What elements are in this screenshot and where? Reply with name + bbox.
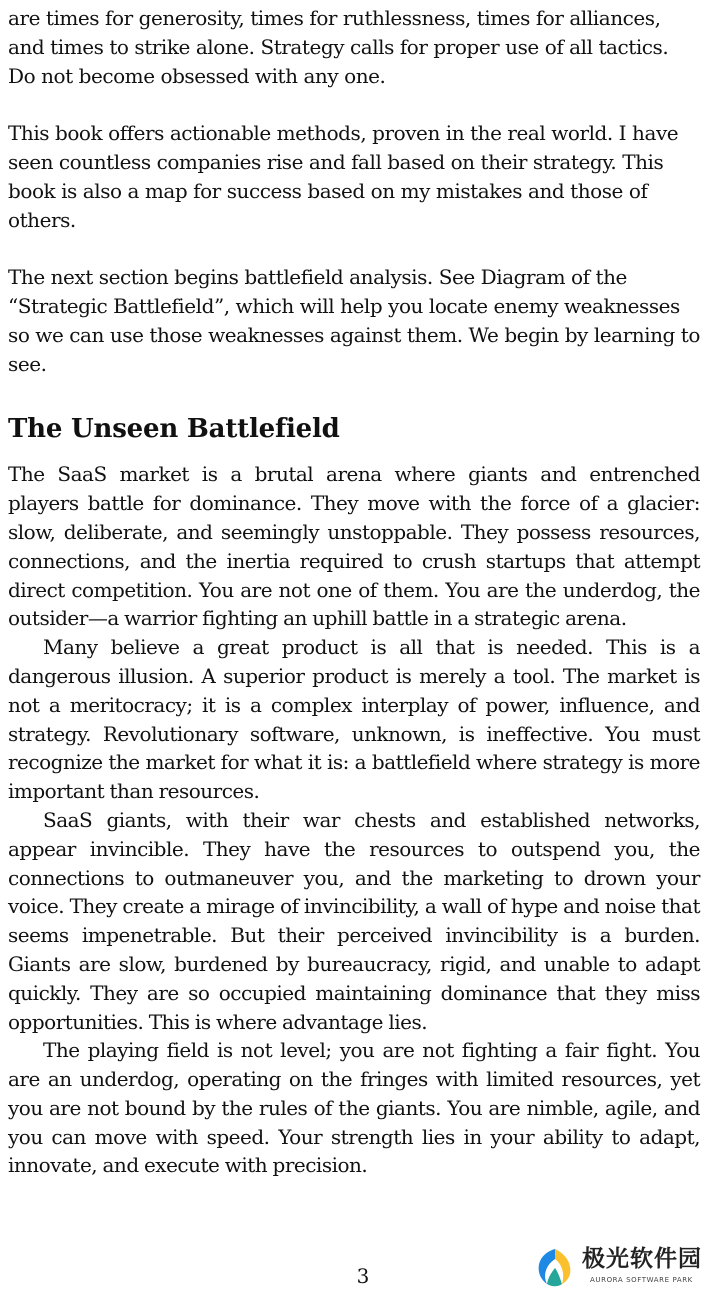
intro-paragraph: The next section begins battlefield analysis. See Diagram of the “Strategic Battlefield”, which will help you locate enemy weaknesses so we can use those weaknesses against them. We begin by learning to see. — [8, 265, 700, 376]
intro-paragraph: are times for generosity, times for ruthlessness, times for alliances, and times to strike alone. Strategy calls for proper use of all tactics. Do not become obsessed with any one. — [8, 6, 669, 88]
section-heading: The Unseen Battlefield — [8, 414, 340, 445]
document-page — [8, 0, 700, 1180]
body-paragraph: The SaaS market is a brutal arena where giants and entrenched players battle for dominance. They move with the force of a glacier: slow, deliberate, and seemingly unstoppable. They possess resources, connections, and the inertia required to crush startups that attempt direct competition. You are not one of them. You are the underdog, the outsider—a warrior fighting an uphill battle in a strategic arena. — [8, 462, 700, 631]
page-number: 3 — [356, 1264, 370, 1288]
body-paragraph: SaaS giants, with their war chests and established networks, appear invincible. They have the resources to outspend you, the connections to outmaneuver you, and the marketing to drown your voice. They create a mirage of invincibility, a wall of hype and noise that seems impenetrable. But their perceived invincibility is a burden. Giants are slow, burdened by bureaucracy, rigid, and unable to adapt quickly. They are so occupied maintaining dominance that they miss opportunities. This is where advantage lies. — [8, 807, 700, 1034]
body-paragraph: The playing field is not level; you are not fighting a fair fight. You are an underdog, operating on the fringes with limited resources, yet you are not bound by the rules of the giants. You are nimble, agile, and you can move with speed. Your strength lies in your ability to adapt, innovate, and execute with precision. — [8, 1038, 700, 1178]
body-paragraph: Many believe a great product is all that is needed. This is a dangerous illusion. A superior product is merely a tool. The market is not a meritocracy; it is a complex interplay of power, influence, and strategy. Revolutionary software, unknown, is ineffective. You must recognize the market for what it is: a battlefield where strategy is more important than resources. — [8, 635, 700, 804]
watermark-name-en: AURORA SOFTWARE PARK — [590, 1276, 693, 1284]
aurora-logo-icon — [534, 1246, 576, 1288]
intro-text-block — [8, 0, 700, 378]
watermark — [532, 1244, 718, 1290]
watermark-name-cn: 极光软件园 — [582, 1246, 702, 1272]
intro-paragraph: This book offers actionable methods, proven in the real world. I have seen countless companies rise and fall based on their strategy. This book is also a map for success based on my mistakes and those of others. — [8, 121, 679, 232]
section-body — [8, 460, 700, 1180]
